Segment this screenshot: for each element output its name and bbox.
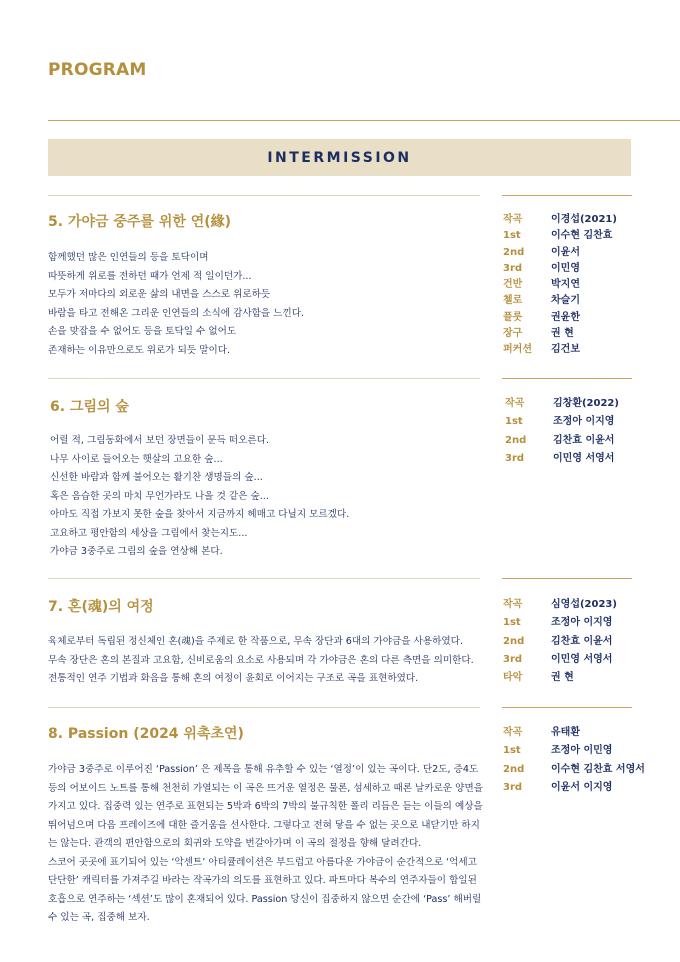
divider [48,707,480,708]
credit-name: 조정아 이지영 [551,617,613,629]
credit-row [505,395,619,413]
credit-name: 이민영 서영서 [553,452,615,464]
credit-row [503,724,645,742]
credit-name: 유태환 [551,727,580,738]
description-line: 바람을 타고 전해온 그리운 인연들의 소식에 감사함을 느낀다. [48,307,305,319]
description-line: 가야금 3중주로 이루어진 ‘Passion’ 은 제목을 통해 유추할 수 있는 ‘열정’이 있는 곡이다. 단2도, 증4도 등의 어보이드 노트를 통해 천천히 가열되는 이 곡은 뜨거운 열정은 물론, 섬세하고 때론 날카로운 양면을 가지고 있다. 집중력 있는 연주로 표현되는 5박과 6박의 7박의 불규칙한 폴리 리듬은 듣는 이들의 예상을 뛰어넘으며 다음 프레이즈에 대한 즐거움을 선사한다. 그렇다고 전혀 닿을 수 없는 곳으로 내닫기만 하지는 않는다. 관객의 편안함으로의 회귀와 도약을 번갈아가며 이 곡의 절정을 향해 달려간다. [48,764,483,849]
credit-role: 1st [503,617,521,629]
credit-role: 2nd [503,635,525,647]
credit-name: 차슬기 [551,295,580,307]
description-line: 함께했던 많은 인연들의 등을 토닥이며 [48,252,209,263]
description-line: 신선한 바람과 함께 불어오는 활기찬 생명들의 숲... [50,472,263,483]
piece-title: 5. 가야금 중주를 위한 연(緣) [48,214,232,230]
credit-row [503,228,617,244]
credit-row [503,779,645,797]
credit-row [503,310,617,326]
credit-name: 이민영 서영서 [551,653,613,665]
credit-row [503,614,617,632]
credit-name: 권 현 [551,672,574,684]
description-line: 스코어 곳곳에 표기되어 있는 ‘악센트’ 아티큘레이션은 부드럽고 아름다운 가야금이 순간적으로 ‘억세고 단단한’ 캐릭터를 가져주길 바라는 작곡가의 의도를 표현하고 있다. 파트마다 복수의 연주자들이 합일된 호흡으로 연주하는 ‘섹션’도 많이 혼재되어 있다. Passion 당신이 집중하지 않으면 순간에 ‘Pass’ 해버릴 수 있는 곡, 집중해 보자. [48,856,482,923]
credit-role: 2nd [503,246,525,258]
piece-description [48,633,474,689]
top-divider [48,120,680,121]
credit-name: 김건보 [551,344,580,356]
credit-row [505,432,619,450]
credit-role: 3rd [503,653,523,665]
piece-description [50,432,349,562]
description-line: 무속 장단은 혼의 본질과 고요함, 신비로움의 요소로 사용되며 각 가야금은 혼의 다른 측면을 의미한다. [48,654,474,666]
credit-row [503,326,617,342]
credit-name: 박지연 [551,279,580,291]
credit-name: 조정아 이민영 [551,745,613,757]
credit-role: 타악 [503,672,523,684]
credit-name: 이민영 [551,262,580,274]
description-line: 아마도 직접 가보지 못한 숲을 찾아서 지금까지 헤매고 다닐지 모르겠다. [50,509,350,520]
credit-name: 심영섭(2023) [551,599,617,610]
credit-role: 작곡 [503,214,523,225]
description-line: 육체로부터 독립된 정신체인 혼(魂)을 주제로 한 작품으로, 무속 장단과 6대의 가야금을 사용하였다. [48,636,463,647]
credit-name: 이수현 김찬효 [551,230,613,242]
credit-role: 첼로 [503,295,523,307]
piece-description [48,761,484,928]
credit-role: 1st [503,745,521,757]
piece-title: 7. 혼(魂)의 여정 [48,599,154,615]
credit-role: 작곡 [505,398,525,409]
credits-list [503,724,645,797]
credit-name: 이경섭(2021) [551,214,617,225]
description-line: 따뜻하게 위로를 전하던 때가 언제 적 일이던가... [48,270,252,282]
credit-row [503,742,645,760]
description-line: 가야금 3중주로 그림의 숲을 연상해 본다. [50,546,223,557]
description-line: 혹은 음습한 곳의 마치 무언가라도 나올 것 같은 숲... [50,490,269,502]
credit-name: 김찬효 이윤서 [551,635,613,647]
credit-name: 김창환(2022) [553,398,619,409]
credit-row [503,261,617,277]
credit-row [503,596,617,614]
credit-role: 플룻 [503,311,523,323]
credits-divider [502,195,632,196]
credit-role: 3rd [503,262,523,274]
credit-name: 김찬효 이윤서 [553,434,615,446]
credit-name: 권윤한 [551,311,580,323]
page-heading: PROGRAM [48,60,147,80]
credit-row [505,413,619,431]
credit-name: 이수현 김찬효 서영서 [551,763,645,775]
credit-role: 퍼커션 [503,344,532,356]
credits-list [505,395,619,468]
divider [48,195,480,196]
credit-role: 2nd [505,434,527,446]
credit-role: 2nd [503,763,525,775]
description-line: 고요하고 평안함의 세상을 그림에서 찾는지도... [50,527,248,539]
credits-list [503,596,617,687]
credit-name: 조정아 이지영 [553,416,615,428]
description-line: 나무 사이로 들어오는 햇살의 고요한 숲... [50,453,223,465]
description-line: 손을 맞잡을 수 없어도 등을 토닥일 수 없어도 [48,326,237,337]
credit-row [503,633,617,651]
credits-list [503,212,617,359]
credit-row [503,669,617,687]
credit-row [503,761,645,779]
intermission-label: INTERMISSION [267,149,412,166]
description-line: 존재하는 이유만으로도 위로가 되듯 말이다. [48,344,231,356]
credit-role: 1st [503,230,521,242]
credit-role: 3rd [503,781,523,793]
piece-title: 8. Passion (2024 위촉초연) [48,726,244,742]
credit-role: 작곡 [503,727,523,738]
credit-name: 권 현 [551,328,574,340]
credit-role: 장구 [503,328,523,340]
divider [48,378,480,379]
credit-row [503,277,617,293]
piece-title: 6. 그림의 숲 [50,399,129,415]
divider [48,578,480,579]
piece-description [48,249,304,360]
credit-row [503,293,617,309]
credit-name: 이윤서 이지영 [551,781,613,793]
credit-row [503,342,617,358]
description-line: 어릴 적, 그림동화에서 보던 장면들이 문득 떠오른다. [50,435,270,446]
description-line: 전통적인 연주 기법과 화음을 통해 혼의 여정이 윤회로 이어지는 구조로 곡을 표현하였다. [48,673,419,684]
credit-role: 건반 [503,279,523,291]
credits-divider [502,378,632,379]
intermission-banner [48,139,631,176]
credit-role: 1st [505,416,523,428]
credit-role: 3rd [505,452,525,464]
credit-row [503,651,617,669]
description-line: 모두가 저마다의 외로운 삶의 내면을 스스로 위로하듯 [48,289,271,300]
credit-row [503,245,617,261]
credit-role: 작곡 [503,599,523,610]
credit-row [503,212,617,228]
credits-divider [502,578,632,579]
credit-row [505,450,619,468]
credit-name: 이윤서 [551,246,580,258]
credits-divider [502,707,632,708]
